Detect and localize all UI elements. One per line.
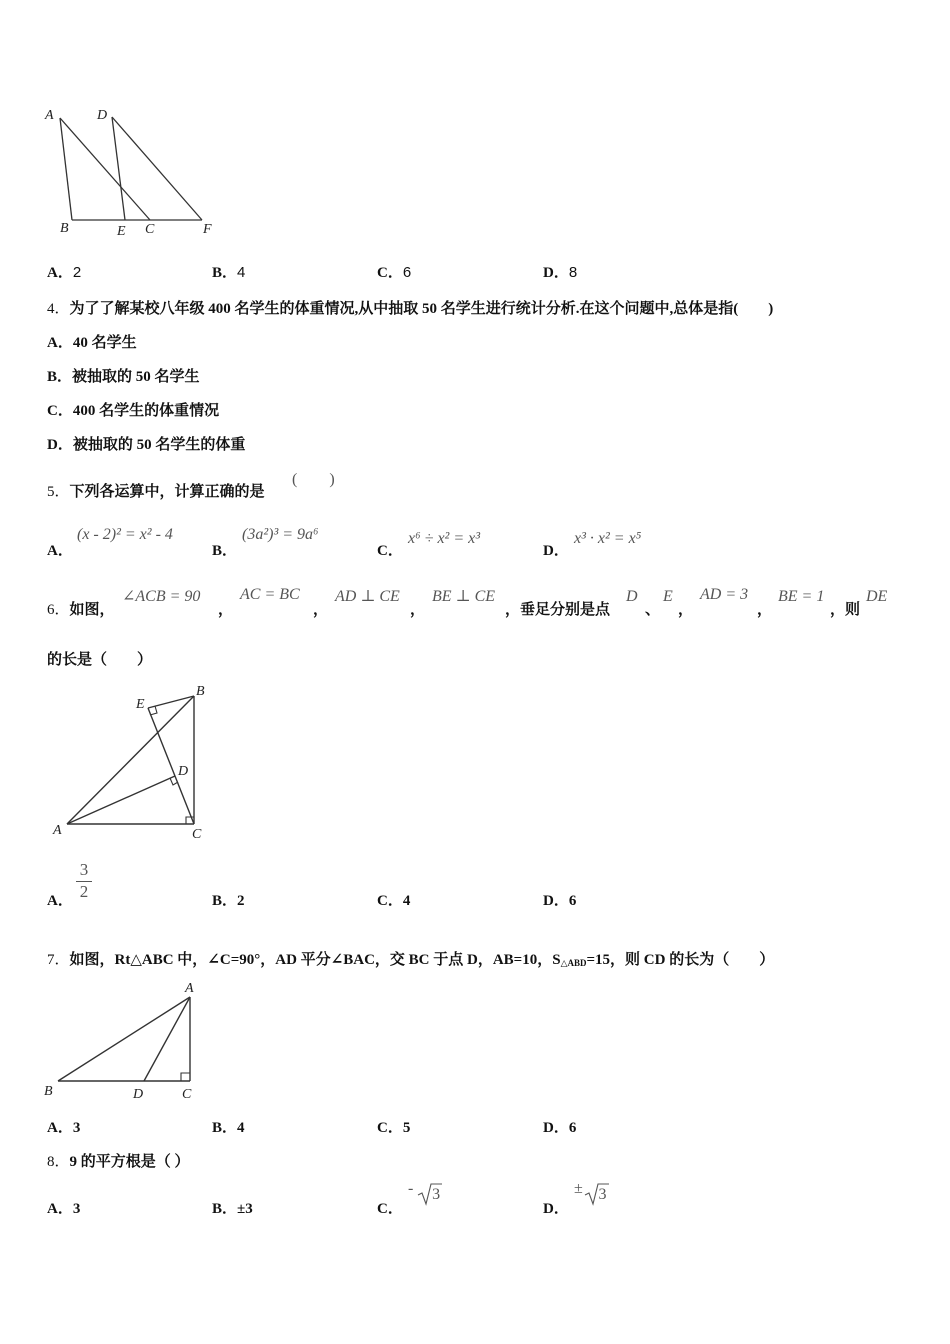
q6-target: DE [866,588,888,605]
option-letter: C． [47,403,73,419]
option-text: 5 [402,1120,411,1136]
q6-point-d: D [626,588,638,605]
label-a: A [45,108,54,123]
option-text: ±3 [237,1201,253,1217]
option-letter: C． [377,893,403,909]
question-number: 5． [47,484,70,500]
option-text: 6 [568,1120,577,1136]
question-number: 4． [47,301,70,317]
radicand: 3 [598,1186,607,1203]
question-number: 7． [47,952,70,968]
q6-figure [45,678,225,848]
radicand: 3 [432,1186,441,1203]
sign: - [408,1180,414,1197]
q5-option-c-expr: x⁶ ÷ x² = x³ [408,530,481,547]
comma: ， [218,602,234,618]
q5-stem [47,480,265,501]
q8-option-c-expr [408,1180,440,1206]
option-text: 8 [568,264,578,281]
label-c: C [145,222,155,237]
comma: ， [678,602,694,618]
option-letter: B． [212,893,238,909]
option-letter: B． [47,369,73,385]
option-text: 2 [72,264,82,281]
label-e: E [136,697,145,712]
option-letter: C． [377,1120,403,1136]
q8-option-d-letter[interactable]: D． [543,1201,569,1217]
q6-tail: 的长是（ ） [47,652,153,668]
q6-option-a-fraction [74,860,94,902]
option-letter: B． [212,1201,238,1217]
option-text: 400 名学生的体重情况 [72,403,220,419]
q7-option-d[interactable] [543,1116,576,1137]
label-a: A [53,823,62,838]
q6-condition-be-perp: BE ⊥ CE [432,588,496,605]
option-text: 3 [72,1201,81,1217]
segment-de [112,117,125,220]
label-b: B [60,221,69,236]
option-text: 6 [568,893,577,909]
option-letter: A． [47,335,73,351]
segment-ba [58,997,190,1081]
segment-ac [60,118,150,220]
comma: ， [757,602,773,618]
q5-option-d-expr: x³ · x² = x⁵ [574,530,642,547]
q7-option-c[interactable] [377,1116,410,1137]
q6-separator: 、 [645,602,661,618]
question-number: 8． [47,1154,70,1170]
sign: ± [574,1180,583,1197]
q6-option-d[interactable] [543,889,576,910]
q7-option-b[interactable] [212,1116,245,1137]
option-text: 4 [237,1120,245,1136]
option-text: 3 [72,1120,81,1136]
label-c: C [182,1087,192,1102]
option-letter: A． [47,265,73,281]
q4-option-a[interactable] [47,331,137,352]
q5-option-b-letter[interactable]: B． [212,543,238,559]
q5-option-d-letter[interactable]: D． [543,543,569,559]
q6-value-ad: AD = 3 [700,586,749,603]
question-text: 9 的平方根是（ ） [69,1154,190,1170]
label-d: D [97,108,108,123]
question-text: 如图，Rt△ABC 中，∠C=90°，AD 平分∠BAC，交 BC 于点 D，AB=10，S [69,952,561,968]
question-number: 6． [47,602,70,618]
q8-option-a[interactable] [47,1197,80,1218]
label-c: C [192,827,202,842]
q6-condition-angle: ∠ACB = 90 [122,588,201,605]
question-lead: 如图， [69,602,115,618]
q6-middle-text: ，垂足分别是点 [505,602,611,618]
option-text: 被抽取的 50 名学生的体重 [72,437,246,453]
q6-point-e: E [663,588,673,605]
option-text: 40 名学生 [72,335,137,351]
q8-stem [47,1150,190,1171]
option-text: 被抽取的 50 名学生 [72,369,200,385]
q4-stem [47,297,773,318]
comma: ， [410,602,426,618]
q6-condition-ad-perp: AD ⊥ CE [335,588,400,605]
segment-df [112,117,202,220]
segment-ab [60,118,72,220]
q7-stem [47,948,774,969]
q8-option-d-expr [574,1180,607,1206]
q3-figure [40,100,230,240]
q7-option-a[interactable] [47,1116,80,1137]
option-text: 2 [237,893,245,909]
q4-option-c[interactable] [47,399,219,420]
option-letter: C． [377,265,403,281]
area-subscript: △ABD [560,958,587,968]
option-letter: D． [543,265,569,281]
option-letter: B． [212,265,238,281]
fraction-denominator: 2 [79,882,89,901]
option-letter: D． [47,437,73,453]
label-d: D [133,1087,144,1102]
question-text: 下列各运算中，计算正确的是 [69,484,265,500]
fraction-numerator: 3 [79,860,89,879]
comma: ， [313,602,329,618]
option-letter: A． [47,1120,73,1136]
q7-figure [40,975,210,1105]
question-text: 为了了解某校八年级 400 名学生的体重情况,从中抽取 50 名学生进行统计分析.在这个问题中,总体是指( ) [69,301,774,317]
q8-option-c-letter[interactable]: C． [377,1201,403,1217]
q5-option-a-letter[interactable]: A． [47,543,73,559]
label-e: E [117,224,126,239]
q5-answer-paren: ( ) [292,471,335,488]
option-letter: D． [543,1120,569,1136]
q6-end-text: ，则 [830,602,861,618]
option-letter: B． [212,1120,238,1136]
segment-ad [67,776,175,824]
q6-condition-ac-bc: AC = BC [240,586,300,603]
label-b: B [196,684,205,699]
q6-number-lead [47,598,115,619]
label-b: B [44,1084,53,1099]
q3-option-a[interactable] [47,261,81,282]
q5-option-b-expr: (3a²)³ = 9a⁶ [242,526,319,543]
q6-option-a-letter[interactable]: A． [47,893,73,909]
q6-option-c[interactable] [377,889,410,910]
q6-option-b[interactable] [212,889,245,910]
q3-option-c[interactable] [377,261,411,282]
q3-option-d[interactable] [543,261,577,282]
label-f: F [203,222,212,237]
option-letter: A． [47,1201,73,1217]
q6-value-be: BE = 1 [778,588,825,605]
segment-da [144,997,190,1081]
q4-option-b[interactable] [47,365,200,386]
q8-option-b[interactable] [212,1197,253,1218]
q5-option-a-expr: (x - 2)² = x² - 4 [77,526,173,543]
q4-option-d[interactable] [47,433,245,454]
option-text: 6 [402,264,412,281]
q5-option-c-letter[interactable]: C． [377,543,403,559]
label-a: A [185,981,194,996]
segment-ab [67,696,194,824]
option-text: 4 [237,264,246,281]
label-d: D [178,764,189,779]
option-letter: D． [543,893,569,909]
q3-option-b[interactable] [212,261,245,282]
question-text-end: =15，则 CD 的长为（ ） [586,952,775,968]
option-text: 4 [402,893,411,909]
right-angle-c [181,1073,190,1081]
